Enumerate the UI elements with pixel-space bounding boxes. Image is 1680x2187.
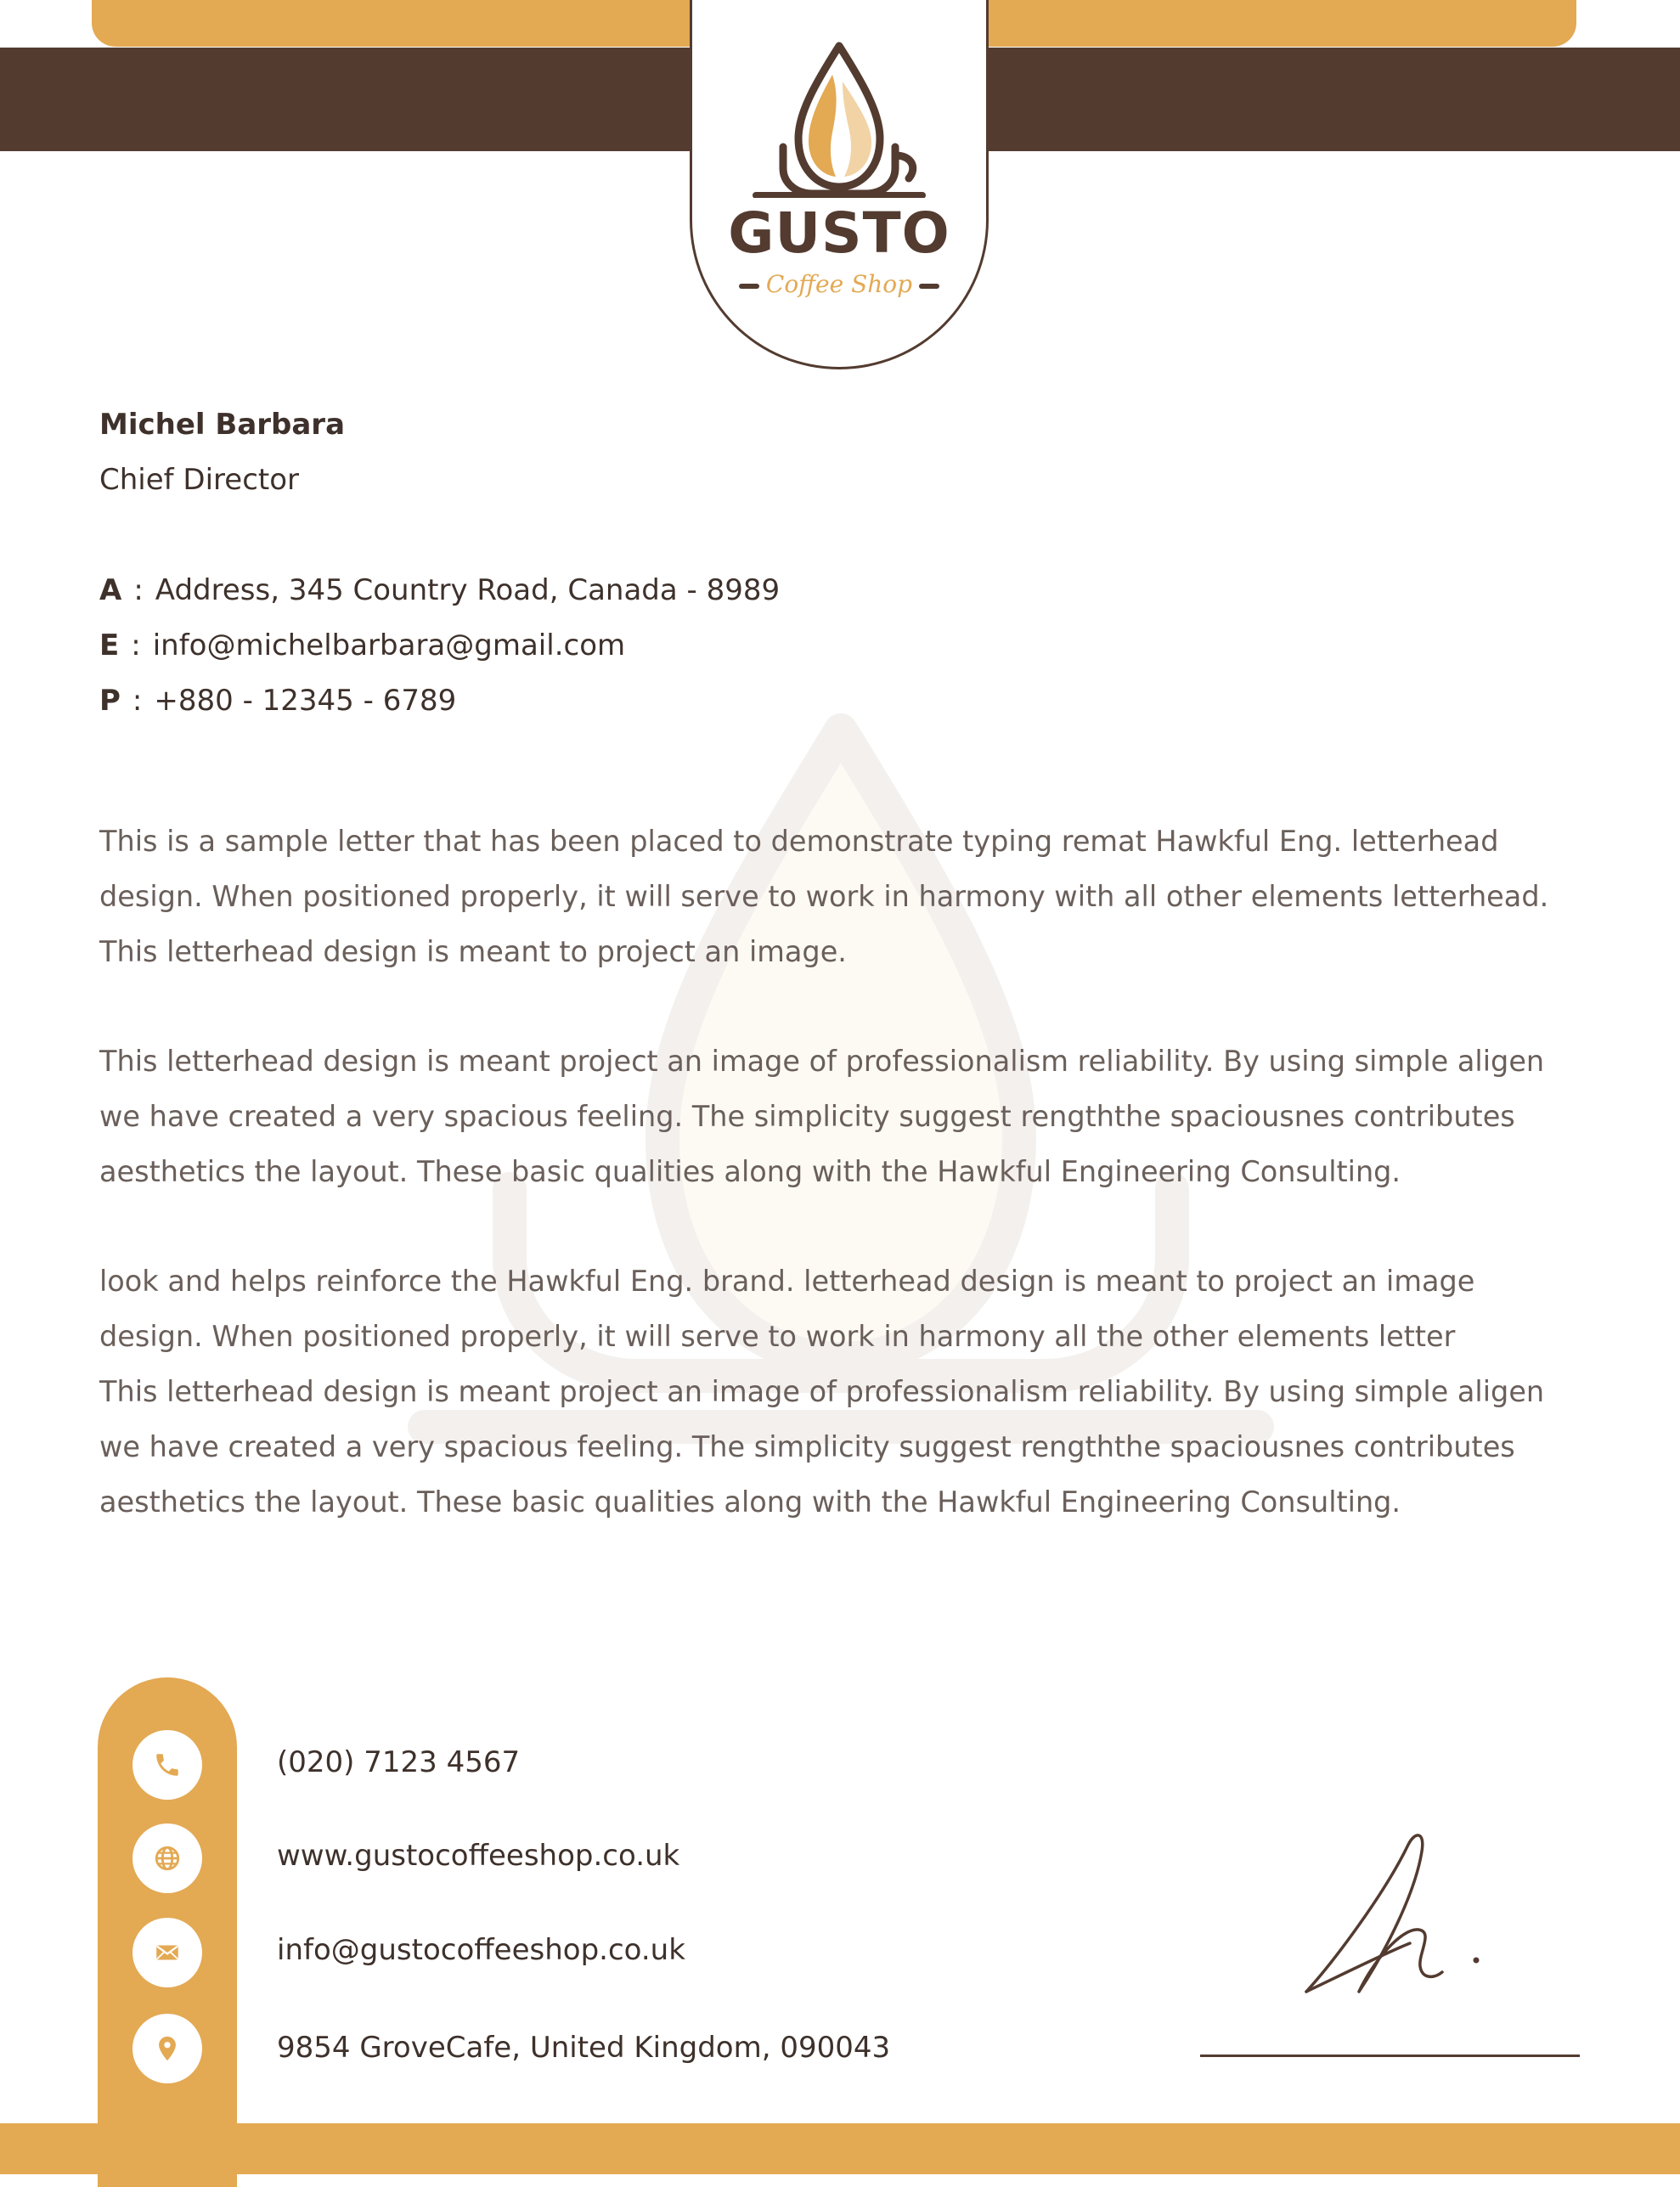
letter-line: design. When positioned properly, it will serve to work in harmony all the other elements letter bbox=[99, 1320, 1456, 1353]
tagline-text: Coffee Shop bbox=[765, 270, 913, 298]
letter-paragraph-1 bbox=[99, 814, 1586, 979]
coffee-cup-logo-icon bbox=[747, 41, 931, 198]
letter-line: aesthetics the layout. These basic qualities along with the Hawkful Engineering Consulting. bbox=[99, 1485, 1401, 1519]
tagline-dash-left bbox=[739, 284, 759, 289]
letter-paragraph-3 bbox=[99, 1254, 1586, 1530]
contact-email bbox=[99, 628, 625, 662]
footer-phone: (020) 7123 4567 bbox=[277, 1745, 521, 1779]
contact-phone bbox=[99, 684, 456, 718]
contact-separator: : bbox=[132, 684, 143, 718]
contact-value: +880 - 12345 - 6789 bbox=[154, 684, 457, 718]
letter-paragraph-2 bbox=[99, 1034, 1586, 1199]
brand-name: GUSTO bbox=[728, 200, 950, 266]
letter-line: design. When positioned properly, it will serve to work in harmony with all other elements letterhead. bbox=[99, 880, 1549, 913]
contact-separator: : bbox=[133, 573, 144, 607]
footer-address: 9854 GroveCafe, United Kingdom, 090043 bbox=[277, 2031, 891, 2065]
letter-line: aesthetics the layout. These basic qualities along with the Hawkful Engineering Consulting. bbox=[99, 1155, 1401, 1188]
contact-separator: : bbox=[131, 628, 141, 662]
sender-role: Chief Director bbox=[99, 463, 300, 497]
signature-line bbox=[1200, 2055, 1580, 2057]
footer-email: info@gustocoffeeshop.co.uk bbox=[277, 1933, 685, 1967]
letter-line: This letterhead design is meant project an image of professionalism reliability. By using simple aligen bbox=[99, 1045, 1545, 1078]
contact-label: P bbox=[99, 684, 121, 718]
letter-line: This letterhead design is meant project an image of professionalism reliability. By using simple aligen bbox=[99, 1375, 1545, 1408]
contact-value: Address, 345 Country Road, Canada - 8989 bbox=[155, 573, 781, 607]
letter-line: This letterhead design is meant to project an image. bbox=[99, 935, 847, 968]
phone-icon bbox=[132, 1730, 202, 1800]
letter-line: we have created a very spacious feeling. The simplicity suggest rengththe spaciousnes contributes bbox=[99, 1430, 1515, 1463]
contact-label: E bbox=[99, 628, 120, 662]
letter-line: we have created a very spacious feeling. The simplicity suggest rengththe spaciousnes contributes bbox=[99, 1100, 1515, 1133]
signature-icon bbox=[1291, 1826, 1495, 2004]
brand-tagline bbox=[690, 270, 989, 298]
contact-address bbox=[99, 573, 780, 607]
sender-name: Michel Barbara bbox=[99, 408, 346, 442]
tagline-dash-right bbox=[919, 284, 939, 289]
letter-line: look and helps reinforce the Hawkful Eng. brand. letterhead design is meant to project an image bbox=[99, 1265, 1475, 1298]
location-pin-icon bbox=[132, 2014, 202, 2083]
footer-band bbox=[0, 2123, 1680, 2174]
contact-value: info@michelbarbara@gmail.com bbox=[152, 628, 626, 662]
globe-icon bbox=[132, 1823, 202, 1893]
mail-icon bbox=[132, 1918, 202, 1987]
contact-label: A bbox=[99, 573, 122, 607]
letter-line: This is a sample letter that has been placed to demonstrate typing remat Hawkful Eng. letterhead bbox=[99, 825, 1499, 858]
footer-website: www.gustocoffeeshop.co.uk bbox=[277, 1839, 680, 1873]
